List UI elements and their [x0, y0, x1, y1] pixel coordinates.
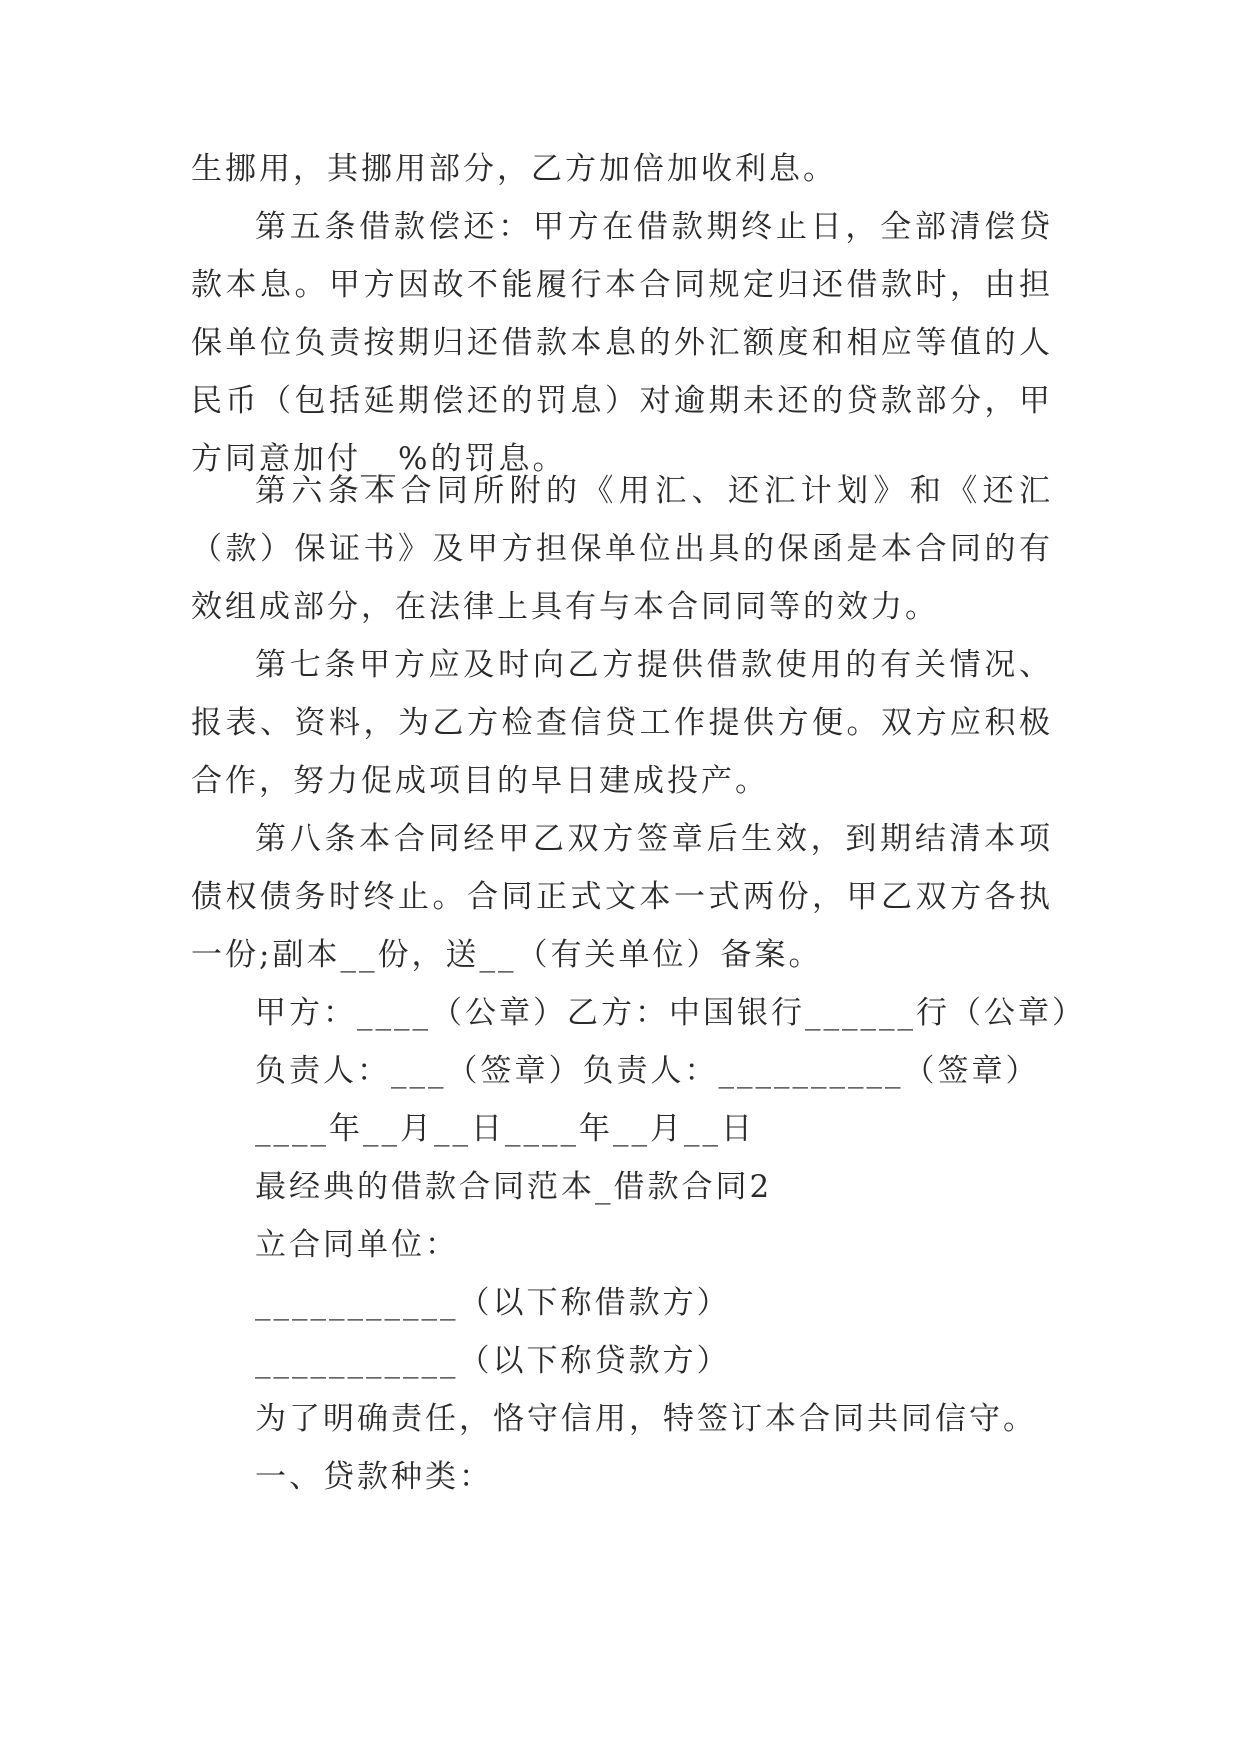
loan-type-heading: 一、贷款种类：: [255, 1459, 493, 1495]
paragraph-article-8: 第八条本合同经甲乙双方签章后生效，到期结清本项债权债务时终止。合同正式文本一式两份，甲乙双方各执一份;副本__份，送__（有关单位）备案。: [191, 821, 1053, 973]
section-title: 最经典的借款合同范本_借款合同2: [255, 1169, 773, 1205]
paragraph-article-7: 第七条甲方应及时向乙方提供借款使用的有关情况、报表、资料，为乙方检查信贷工作提供方便。双方应积极合作，努力促成项目的早日建成投产。: [191, 647, 1053, 799]
paragraph-article-4-end: 生挪用，其挪用部分，乙方加倍加收利息。: [191, 151, 837, 187]
borrower-line: ___________（以下称借款方）: [255, 1285, 731, 1321]
contract-parties-label: 立合同单位：: [255, 1227, 459, 1263]
paragraph-article-5: 第五条借款偿还：甲方在借款期终止日，全部清偿贷款本息。甲方因故不能履行本合同规定归还借款时，由担保单位负责按期归还借款本息的外汇额度和相应等值的人民币（包括延期偿还的罚息）对逾期未还的贷款部分，甲方同意加付__%的罚息。: [191, 209, 1053, 477]
lender-line: ___________（以下称贷款方）: [255, 1343, 731, 1379]
paragraph-article-6: 第六条本合同所附的《用汇、还汇计划》和《还汇（款）保证书》及甲方担保单位出具的保函是本合同的有效组成部分，在法律上具有与本合同同等的效力。: [191, 473, 1053, 625]
signature-date-line: ____年__月__日____年__月__日: [255, 1111, 755, 1147]
preamble-line: 为了明确责任，恪守信用，特签订本合同共同信守。: [255, 1401, 1037, 1437]
signature-responsible-line: 负责人：___（签章）负责人：__________（签章）: [255, 1053, 1040, 1089]
signature-parties-line: 甲方：____（公章）乙方：中国银行______行（公章）: [255, 995, 1086, 1031]
